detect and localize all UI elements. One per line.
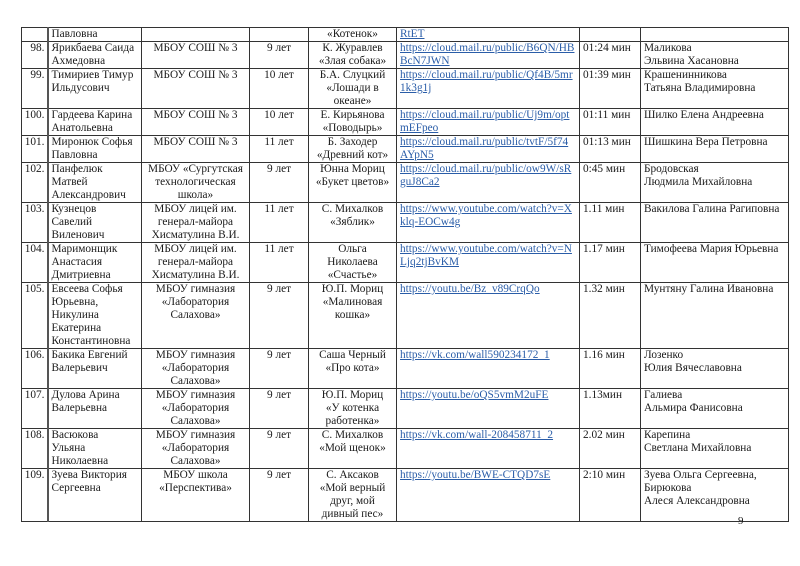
row-number: 103. [22,203,48,243]
video-link-cell [397,69,580,109]
duration: 01:11 мин [580,109,641,136]
school: МБОУ гимназия «Лаборатория Салахова» [142,283,250,349]
participant-name: Маримонщик Анастасия Дмитриевна [48,243,142,283]
teacher: Лозенко Юлия Вячеславовна [641,349,789,389]
teacher: Крашенинникова Татьяна Владимировна [641,69,789,109]
video-link[interactable]: https://youtu.be/Bz_v89CrqQo [400,283,540,295]
duration [580,28,641,42]
table-row [22,42,789,69]
video-link-cell [397,349,580,389]
video-link-cell [397,469,580,522]
video-link[interactable]: https://youtu.be/oQS5vmM2uFE [400,389,549,401]
participant-name: Миронюк Софья Павловна [48,136,142,163]
table-row [22,69,789,109]
table-row [22,109,789,136]
video-link[interactable]: RtET [400,28,425,40]
teacher: Шилко Елена Андреевна [641,109,789,136]
table-row [22,389,789,429]
literary-work: С. Михалков «Зяблик» [309,203,397,243]
video-link-cell [397,283,580,349]
video-link-cell [397,136,580,163]
video-link-cell [397,203,580,243]
video-link-cell [397,243,580,283]
row-number: 99. [22,69,48,109]
participant-name: Бакика Евгений Валерьевич [48,349,142,389]
school: МБОУ лицей им. генерал-майора Хисматулина В.И. [142,203,250,243]
teacher: Галиева Альмира Фанисовна [641,389,789,429]
participant-name: Павловна [48,28,142,42]
teacher: Зуева Ольга Сергеевна, Бирюкова Алеся Александровна [641,469,789,522]
video-link[interactable]: https://vk.com/wall590234172_1 [400,349,550,361]
age: 9 лет [250,429,309,469]
literary-work: Ю.П. Мориц «У котенка работенка» [309,389,397,429]
duration: 1.11 мин [580,203,641,243]
table-row [22,349,789,389]
teacher: Тимофеева Мария Юрьевна [641,243,789,283]
table-row [22,136,789,163]
table-row [22,203,789,243]
participant-name: Кузнецов Савелий Виленович [48,203,142,243]
literary-work: «Котенок» [309,28,397,42]
row-number: 102. [22,163,48,203]
age: 9 лет [250,42,309,69]
literary-work: С. Михалков «Мой щенок» [309,429,397,469]
duration: 01:13 мин [580,136,641,163]
participant-name: Ярикбаева Саида Ахмедовна [48,42,142,69]
school: МБОУ гимназия «Лаборатория Салахова» [142,349,250,389]
teacher: Бродовская Людмила Михайловна [641,163,789,203]
row-number: 105. [22,283,48,349]
school: МБОУ лицей им. генерал-майора Хисматулина В.И. [142,243,250,283]
school: МБОУ СОШ № 3 [142,69,250,109]
participants-table [21,27,789,522]
video-link[interactable]: https://cloud.mail.ru/public/Uj9m/optmEFpeo [400,109,570,134]
table-row [22,429,789,469]
video-link[interactable]: https://cloud.mail.ru/public/Qf4B/5mr1k3g1j [400,69,573,94]
school [142,28,250,42]
duration: 01:39 мин [580,69,641,109]
participant-name: Зуева Виктория Сергеевна [48,469,142,522]
literary-work: К. Журавлев «Злая собака» [309,42,397,69]
video-link[interactable]: https://youtu.be/BWE-CTQD7sE [400,469,551,481]
table-row [22,283,789,349]
age: 11 лет [250,243,309,283]
row-number: 104. [22,243,48,283]
duration: 01:24 мин [580,42,641,69]
table-row [22,243,789,283]
teacher: Вакилова Галина Рагиповна [641,203,789,243]
school: МБОУ «Сургутская технологическая школа» [142,163,250,203]
participant-name: Дулова Арина Валерьевна [48,389,142,429]
row-number: 101. [22,136,48,163]
age: 11 лет [250,203,309,243]
table-row [22,28,789,42]
literary-work: Б. Заходер «Древний кот» [309,136,397,163]
age: 10 лет [250,109,309,136]
video-link[interactable]: https://www.youtube.com/watch?v=Xklq-EOCw4g [400,203,572,228]
literary-work: Ольга Николаева «Счастье» [309,243,397,283]
literary-work: Юнна Мориц «Букет цветов» [309,163,397,203]
duration: 2:10 мин [580,469,641,522]
age: 9 лет [250,469,309,522]
literary-work: Е. Кирьянова «Поводырь» [309,109,397,136]
participant-name: Гардеева Карина Анатольевна [48,109,142,136]
age: 10 лет [250,69,309,109]
row-number: 109. [22,469,48,522]
participant-name: Васюкова Ульяна Николаевна [48,429,142,469]
literary-work: Саша Черный «Про кота» [309,349,397,389]
duration: 0:45 мин [580,163,641,203]
duration: 2.02 мин [580,429,641,469]
page-number: 9 [738,515,744,527]
teacher: Шишкина Вера Петровна [641,136,789,163]
row-number: 98. [22,42,48,69]
school: МБОУ школа «Перспектива» [142,469,250,522]
row-number [22,28,48,42]
literary-work: Ю.П. Мориц «Малиновая кошка» [309,283,397,349]
literary-work: С. Аксаков «Мой верный друг, мой дивный пес» [309,469,397,522]
row-number: 107. [22,389,48,429]
video-link-cell [397,109,580,136]
row-number: 106. [22,349,48,389]
table-row [22,469,789,522]
video-link[interactable]: https://cloud.mail.ru/public/tvtF/5f74AYpN5 [400,136,569,161]
participant-name: Панфелюк Матвей Александрович [48,163,142,203]
teacher: Мунтяну Галина Ивановна [641,283,789,349]
school: МБОУ гимназия «Лаборатория Салахова» [142,389,250,429]
teacher: Маликова Эльвина Хасановна [641,42,789,69]
literary-work: Б.А. Слуцкий «Лошади в океане» [309,69,397,109]
row-number: 108. [22,429,48,469]
age: 9 лет [250,349,309,389]
participant-name: Тимириев Тимур Ильдусович [48,69,142,109]
age: 9 лет [250,163,309,203]
video-link-cell [397,42,580,69]
table-row [22,163,789,203]
teacher [641,28,789,42]
school: МБОУ СОШ № 3 [142,136,250,163]
duration: 1.13мин [580,389,641,429]
age: 11 лет [250,136,309,163]
age [250,28,309,42]
school: МБОУ СОШ № 3 [142,42,250,69]
age: 9 лет [250,389,309,429]
row-number: 100. [22,109,48,136]
video-link[interactable]: https://www.youtube.com/watch?v=NLjq2tjBvKM [400,243,572,268]
video-link[interactable]: https://cloud.mail.ru/public/B6QN/HBBcN7JWN [400,42,575,67]
teacher: Карепина Светлана Михайловна [641,429,789,469]
video-link[interactable]: https://cloud.mail.ru/public/ow9W/sRguJ8Ca2 [400,163,572,188]
video-link[interactable]: https://vk.com/wall-208458711_2 [400,429,554,441]
video-link-cell [397,28,580,42]
age: 9 лет [250,283,309,349]
participant-name: Евсеева Софья Юрьевна, Никулина Екатерина Константиновна [48,283,142,349]
duration: 1.16 мин [580,349,641,389]
duration: 1.32 мин [580,283,641,349]
video-link-cell [397,429,580,469]
school: МБОУ СОШ № 3 [142,109,250,136]
duration: 1.17 мин [580,243,641,283]
video-link-cell [397,163,580,203]
school: МБОУ гимназия «Лаборатория Салахова» [142,429,250,469]
video-link-cell [397,389,580,429]
